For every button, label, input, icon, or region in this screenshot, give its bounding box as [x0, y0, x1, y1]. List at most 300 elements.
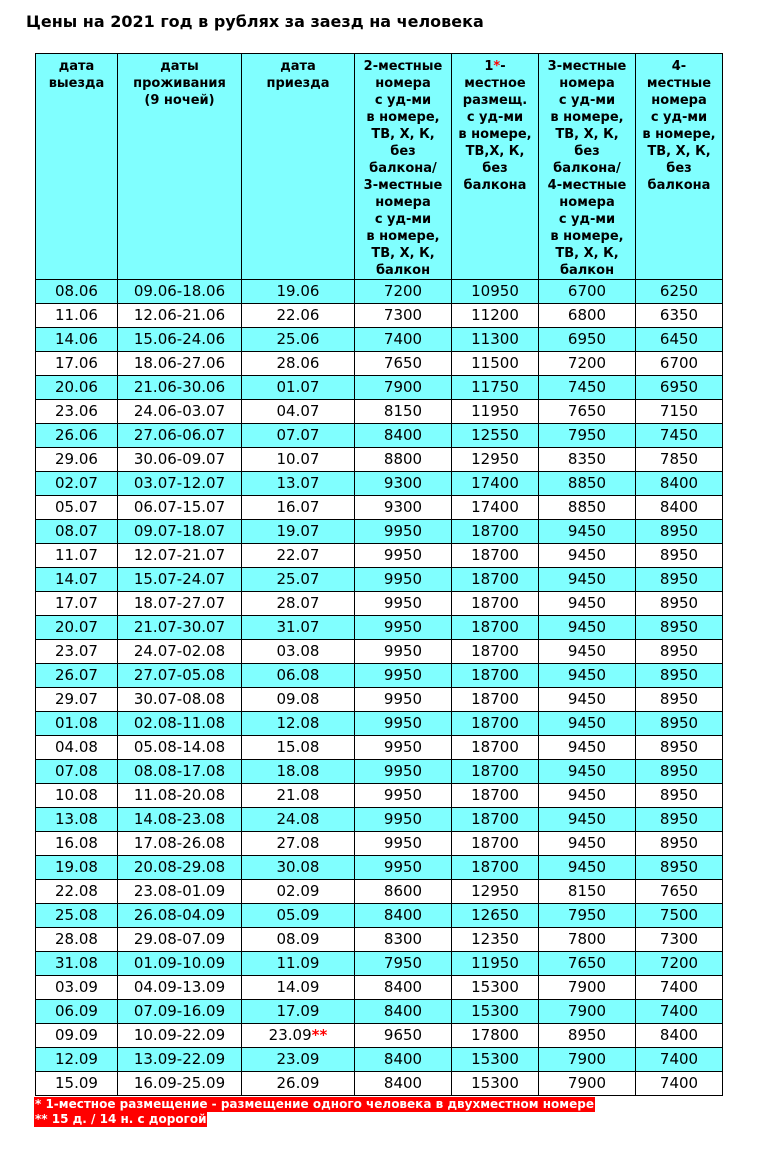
cell-price-single — [452, 280, 539, 304]
cell-stay-dates — [118, 904, 242, 928]
cell-price-triple — [539, 592, 636, 616]
cell-departure-value: 20.06 — [55, 378, 98, 396]
cell-price-triple-value: 7450 — [567, 378, 607, 396]
cell-arrival-value: 25.07 — [276, 570, 320, 588]
cell-price-single-value: 12650 — [471, 906, 519, 924]
cell-price-single — [452, 424, 539, 448]
cell-price-quad — [636, 856, 723, 880]
cell-price-single — [452, 808, 539, 832]
cell-price-quad — [636, 496, 723, 520]
cell-price-single-value: 12950 — [471, 882, 519, 900]
cell-price-double-value: 9950 — [383, 666, 423, 684]
header-line: 4- — [671, 59, 687, 74]
header-lines — [242, 58, 354, 92]
cell-arrival — [242, 880, 355, 904]
cell-stay-dates — [118, 280, 242, 304]
cell-stay-dates-value: 24.06-03.07 — [133, 402, 226, 420]
cell-price-triple — [539, 952, 636, 976]
cell-price-double-value: 9950 — [383, 786, 423, 804]
cell-arrival — [242, 448, 355, 472]
cell-price-single-value: 18700 — [471, 762, 519, 780]
cell-arrival — [242, 280, 355, 304]
cell-arrival-value: 13.07 — [276, 474, 320, 492]
cell-price-single — [452, 688, 539, 712]
header-line: ТВ,Х, К, — [465, 144, 525, 159]
cell-price-single — [452, 496, 539, 520]
cell-price-triple — [539, 664, 636, 688]
cell-price-quad-value: 7150 — [659, 402, 699, 420]
cell-arrival-value: 01.07 — [276, 378, 320, 396]
table-row — [36, 640, 723, 664]
cell-price-double — [355, 664, 452, 688]
header-line: даты — [160, 59, 199, 74]
cell-price-quad — [636, 544, 723, 568]
cell-price-double-value: 8800 — [383, 450, 423, 468]
header-line: (9 ночей) — [144, 93, 215, 108]
cell-price-triple — [539, 280, 636, 304]
cell-stay-dates-value: 02.08-11.08 — [133, 714, 226, 732]
table-row — [36, 328, 723, 352]
cell-price-quad — [636, 592, 723, 616]
cell-price-quad-value: 8400 — [659, 474, 699, 492]
header-line: номера — [559, 76, 615, 91]
table-row — [36, 472, 723, 496]
cell-price-double — [355, 880, 452, 904]
header-line: 4-местные — [547, 178, 627, 193]
cell-price-triple-value: 9450 — [567, 522, 607, 540]
cell-price-single — [452, 736, 539, 760]
cell-price-single-value: 18700 — [471, 786, 519, 804]
header-line: 3-местные — [363, 178, 443, 193]
cell-stay-dates-value: 14.08-23.08 — [133, 810, 226, 828]
cell-price-single — [452, 592, 539, 616]
cell-price-double-value: 9950 — [383, 690, 423, 708]
cell-arrival — [242, 664, 355, 688]
header-single-placement — [452, 54, 539, 280]
cell-arrival — [242, 832, 355, 856]
cell-price-triple-value: 9450 — [567, 762, 607, 780]
cell-arrival-value: 23.09 — [268, 1026, 312, 1044]
cell-price-quad — [636, 784, 723, 808]
cell-arrival — [242, 688, 355, 712]
cell-stay-dates-value: 08.08-17.08 — [133, 762, 226, 780]
cell-price-triple-value: 8850 — [567, 498, 607, 516]
cell-price-double — [355, 304, 452, 328]
cell-price-single-value: 11300 — [471, 330, 519, 348]
cell-departure-value: 16.08 — [55, 834, 98, 852]
cell-stay-dates — [118, 760, 242, 784]
cell-price-triple — [539, 808, 636, 832]
cell-price-triple — [539, 1024, 636, 1048]
cell-arrival-value: 24.08 — [276, 810, 320, 828]
cell-price-triple-value: 7900 — [567, 1050, 607, 1068]
cell-stay-dates — [118, 856, 242, 880]
cell-price-quad — [636, 376, 723, 400]
cell-arrival — [242, 328, 355, 352]
header-line: с уд-ми — [650, 110, 708, 125]
cell-price-triple — [539, 1048, 636, 1072]
cell-arrival — [242, 904, 355, 928]
cell-price-double — [355, 568, 452, 592]
cell-price-double-value: 9950 — [383, 858, 423, 876]
cell-arrival-value: 23.09 — [276, 1050, 320, 1068]
cell-price-single — [452, 1072, 539, 1096]
cell-price-triple-value: 6950 — [567, 330, 607, 348]
cell-price-single-value: 18700 — [471, 858, 519, 876]
cell-price-single-value: 17400 — [471, 474, 519, 492]
cell-stay-dates — [118, 664, 242, 688]
cell-price-quad-value: 8950 — [659, 546, 699, 564]
cell-stay-dates-value: 20.08-29.08 — [133, 858, 226, 876]
table-row — [36, 568, 723, 592]
cell-price-single-value: 12350 — [471, 930, 519, 948]
cell-price-quad — [636, 808, 723, 832]
cell-departure-value: 04.08 — [55, 738, 98, 756]
cell-stay-dates-value: 07.09-16.09 — [133, 1002, 226, 1020]
cell-arrival-value: 04.07 — [276, 402, 320, 420]
cell-price-quad — [636, 400, 723, 424]
cell-price-quad-value: 6700 — [659, 354, 699, 372]
header-line: с уд-ми — [466, 110, 524, 125]
cell-stay-dates — [118, 448, 242, 472]
cell-departure-value: 01.08 — [55, 714, 98, 732]
cell-price-quad-value: 7850 — [659, 450, 699, 468]
cell-price-triple — [539, 928, 636, 952]
cell-price-triple — [539, 640, 636, 664]
cell-arrival-value: 19.06 — [276, 282, 320, 300]
header-line: без балкона/ — [369, 144, 437, 176]
header-line: 3-местные — [547, 59, 627, 74]
cell-price-triple — [539, 1072, 636, 1096]
cell-price-double-value: 9950 — [383, 594, 423, 612]
cell-price-quad-value: 8950 — [659, 522, 699, 540]
cell-price-single — [452, 472, 539, 496]
cell-price-double-value: 9950 — [383, 546, 423, 564]
cell-price-double-value: 7200 — [383, 282, 423, 300]
cell-departure-value: 07.08 — [55, 762, 98, 780]
cell-price-triple-value: 8850 — [567, 474, 607, 492]
cell-price-triple — [539, 904, 636, 928]
cell-stay-dates — [118, 304, 242, 328]
cell-price-single-value: 18700 — [471, 522, 519, 540]
cell-price-double — [355, 856, 452, 880]
cell-departure-value: 14.06 — [55, 330, 98, 348]
cell-price-single — [452, 952, 539, 976]
cell-price-double-value: 9950 — [383, 714, 423, 732]
cell-price-quad — [636, 616, 723, 640]
cell-stay-dates — [118, 376, 242, 400]
cell-stay-dates-value: 10.09-22.09 — [133, 1026, 226, 1044]
header-single-first-line: 1*- — [484, 59, 506, 74]
table-row — [36, 976, 723, 1000]
cell-departure — [36, 808, 118, 832]
header-lines — [36, 58, 117, 92]
table-row — [36, 616, 723, 640]
cell-price-quad — [636, 520, 723, 544]
cell-price-single-value: 18700 — [471, 690, 519, 708]
header-line: без балкона/ — [553, 144, 621, 176]
cell-departure-value: 20.07 — [55, 618, 98, 636]
cell-arrival-value: 31.07 — [276, 618, 320, 636]
cell-departure — [36, 400, 118, 424]
header-line: выезда — [48, 76, 105, 91]
cell-price-triple-value: 6800 — [567, 306, 607, 324]
cell-departure-value: 08.07 — [55, 522, 98, 540]
cell-stay-dates — [118, 928, 242, 952]
cell-departure-value: 13.08 — [55, 810, 98, 828]
cell-arrival — [242, 1072, 355, 1096]
header-line: размещ. — [462, 93, 528, 108]
cell-price-triple — [539, 568, 636, 592]
cell-price-triple-value: 9450 — [567, 570, 607, 588]
cell-price-single — [452, 784, 539, 808]
cell-price-triple-value: 7900 — [567, 1002, 607, 1020]
cell-departure — [36, 592, 118, 616]
cell-departure-value: 19.08 — [55, 858, 98, 876]
cell-stay-dates-value: 12.06-21.06 — [133, 306, 226, 324]
cell-departure — [36, 1000, 118, 1024]
header-line: без — [482, 161, 508, 176]
cell-stay-dates — [118, 952, 242, 976]
cell-stay-dates — [118, 472, 242, 496]
cell-departure-value: 31.08 — [55, 954, 98, 972]
cell-stay-dates-value: 15.06-24.06 — [133, 330, 226, 348]
cell-departure-value: 26.06 — [55, 426, 98, 444]
table-row — [36, 376, 723, 400]
cell-arrival — [242, 472, 355, 496]
cell-price-triple — [539, 544, 636, 568]
cell-departure — [36, 640, 118, 664]
cell-price-double — [355, 688, 452, 712]
cell-arrival-value: 17.09 — [276, 1002, 320, 1020]
cell-price-triple-value: 9450 — [567, 858, 607, 876]
header-triple-room — [539, 54, 636, 280]
cell-price-single-value: 12950 — [471, 450, 519, 468]
cell-stay-dates-value: 21.07-30.07 — [133, 618, 226, 636]
cell-arrival-value: 22.06 — [276, 306, 320, 324]
cell-price-double-value: 7400 — [383, 330, 423, 348]
cell-arrival — [242, 304, 355, 328]
cell-price-single-value: 18700 — [471, 642, 519, 660]
header-line: балкон — [559, 263, 615, 278]
cell-price-triple-value: 9450 — [567, 690, 607, 708]
cell-price-single-value: 18700 — [471, 570, 519, 588]
header-line: балкон — [375, 263, 431, 278]
cell-price-quad-value: 8950 — [659, 858, 699, 876]
footnotes — [34, 1097, 595, 1127]
cell-arrival — [242, 1024, 355, 1048]
header-line: ТВ, Х, К, — [371, 246, 435, 261]
table-row — [36, 952, 723, 976]
cell-price-double — [355, 808, 452, 832]
table-row — [36, 1024, 723, 1048]
cell-price-triple-value: 7900 — [567, 1074, 607, 1092]
header-quad-room — [636, 54, 723, 280]
cell-departure — [36, 952, 118, 976]
cell-price-double — [355, 760, 452, 784]
header-line: в номере, — [642, 127, 716, 142]
cell-price-double-value: 8150 — [383, 402, 423, 420]
cell-departure — [36, 880, 118, 904]
header-line: ТВ, Х, К, — [555, 127, 619, 142]
cell-price-quad — [636, 448, 723, 472]
cell-price-triple — [539, 352, 636, 376]
cell-price-single-value: 18700 — [471, 618, 519, 636]
cell-departure-value: 06.09 — [55, 1002, 98, 1020]
cell-stay-dates-value: 16.09-25.09 — [133, 1074, 226, 1092]
cell-price-quad-value: 7400 — [659, 1002, 699, 1020]
cell-stay-dates-value: 12.07-21.07 — [133, 546, 226, 564]
cell-arrival-value: 11.09 — [276, 954, 320, 972]
table-row — [36, 544, 723, 568]
table-row — [36, 400, 723, 424]
table-row — [36, 928, 723, 952]
cell-departure — [36, 568, 118, 592]
double-asterisk-mark: ** — [311, 1026, 328, 1044]
table-row — [36, 1072, 723, 1096]
cell-stay-dates-value: 05.08-14.08 — [133, 738, 226, 756]
table-row — [36, 808, 723, 832]
cell-price-quad — [636, 688, 723, 712]
cell-price-single-value: 11950 — [471, 954, 519, 972]
cell-departure — [36, 280, 118, 304]
cell-price-single — [452, 928, 539, 952]
cell-price-triple-value: 8950 — [567, 1026, 607, 1044]
cell-departure-value: 23.07 — [55, 642, 98, 660]
cell-stay-dates — [118, 568, 242, 592]
cell-price-quad-value: 7200 — [659, 954, 699, 972]
table-row — [36, 1048, 723, 1072]
table-row — [36, 592, 723, 616]
cell-arrival-value: 21.08 — [276, 786, 320, 804]
cell-stay-dates — [118, 832, 242, 856]
cell-departure-value: 12.09 — [55, 1050, 98, 1068]
cell-arrival-value: 16.07 — [276, 498, 320, 516]
cell-price-single — [452, 712, 539, 736]
cell-departure — [36, 736, 118, 760]
cell-stay-dates — [118, 1048, 242, 1072]
cell-price-single — [452, 568, 539, 592]
table-row — [36, 664, 723, 688]
header-line: с уд-ми — [558, 212, 616, 227]
cell-arrival — [242, 760, 355, 784]
cell-price-quad-value: 8950 — [659, 690, 699, 708]
cell-price-quad — [636, 472, 723, 496]
cell-price-single — [452, 904, 539, 928]
cell-stay-dates — [118, 544, 242, 568]
cell-arrival — [242, 952, 355, 976]
header-line: балкона — [647, 178, 711, 193]
header-double-room — [355, 54, 452, 280]
cell-price-triple — [539, 760, 636, 784]
cell-price-single-value: 18700 — [471, 738, 519, 756]
cell-departure-value: 22.08 — [55, 882, 98, 900]
cell-departure-value: 05.07 — [55, 498, 98, 516]
cell-arrival-value: 26.09 — [276, 1074, 320, 1092]
cell-price-double-value: 8400 — [383, 1002, 423, 1020]
header-lines — [539, 58, 635, 279]
cell-price-single-value: 18700 — [471, 666, 519, 684]
cell-arrival — [242, 592, 355, 616]
cell-arrival-value: 19.07 — [276, 522, 320, 540]
cell-stay-dates — [118, 592, 242, 616]
table-row — [36, 904, 723, 928]
cell-price-double — [355, 376, 452, 400]
cell-price-quad — [636, 304, 723, 328]
cell-departure-value: 08.06 — [55, 282, 98, 300]
header-line: 2-местные — [363, 59, 443, 74]
table-row — [36, 496, 723, 520]
cell-price-single-value: 15300 — [471, 1074, 519, 1092]
cell-departure — [36, 448, 118, 472]
cell-price-triple-value: 7950 — [567, 426, 607, 444]
cell-price-double — [355, 1048, 452, 1072]
cell-price-triple — [539, 712, 636, 736]
cell-price-quad-value: 8950 — [659, 570, 699, 588]
cell-arrival — [242, 784, 355, 808]
cell-price-double — [355, 592, 452, 616]
cell-price-triple-value: 9450 — [567, 786, 607, 804]
cell-price-double — [355, 736, 452, 760]
cell-stay-dates-value: 03.07-12.07 — [133, 474, 226, 492]
cell-price-triple-value: 9450 — [567, 594, 607, 612]
cell-arrival-value: 15.08 — [276, 738, 320, 756]
cell-stay-dates — [118, 880, 242, 904]
cell-stay-dates — [118, 616, 242, 640]
cell-price-quad-value: 6950 — [659, 378, 699, 396]
header-arrival-date — [242, 54, 355, 280]
cell-price-quad-value: 8950 — [659, 714, 699, 732]
cell-price-quad-value: 8950 — [659, 810, 699, 828]
cell-arrival — [242, 352, 355, 376]
cell-price-triple — [539, 784, 636, 808]
cell-price-triple-value: 9450 — [567, 546, 607, 564]
cell-price-double-value: 7300 — [383, 306, 423, 324]
cell-price-quad — [636, 904, 723, 928]
cell-departure-value: 23.06 — [55, 402, 98, 420]
cell-price-triple-value: 7800 — [567, 930, 607, 948]
cell-price-double-value: 8400 — [383, 426, 423, 444]
cell-arrival — [242, 520, 355, 544]
header-line: в номере, — [550, 110, 624, 125]
cell-price-triple — [539, 880, 636, 904]
cell-departure — [36, 688, 118, 712]
header-line: без — [666, 161, 692, 176]
cell-arrival — [242, 496, 355, 520]
cell-departure-value: 03.09 — [55, 978, 98, 996]
cell-price-single — [452, 304, 539, 328]
cell-departure — [36, 928, 118, 952]
table-row — [36, 448, 723, 472]
cell-arrival-value: 10.07 — [276, 450, 320, 468]
cell-stay-dates — [118, 736, 242, 760]
cell-price-single — [452, 1024, 539, 1048]
cell-departure — [36, 904, 118, 928]
cell-departure-value: 15.09 — [55, 1074, 98, 1092]
cell-price-triple — [539, 688, 636, 712]
header-line: ТВ, Х, К, — [647, 144, 711, 159]
cell-stay-dates-value: 11.08-20.08 — [133, 786, 226, 804]
cell-price-double — [355, 784, 452, 808]
cell-price-quad-value: 6250 — [659, 282, 699, 300]
cell-arrival-value: 28.06 — [276, 354, 320, 372]
cell-price-triple — [539, 328, 636, 352]
cell-stay-dates — [118, 400, 242, 424]
cell-arrival — [242, 808, 355, 832]
cell-price-single — [452, 664, 539, 688]
cell-price-double-value: 9950 — [383, 762, 423, 780]
cell-departure — [36, 376, 118, 400]
